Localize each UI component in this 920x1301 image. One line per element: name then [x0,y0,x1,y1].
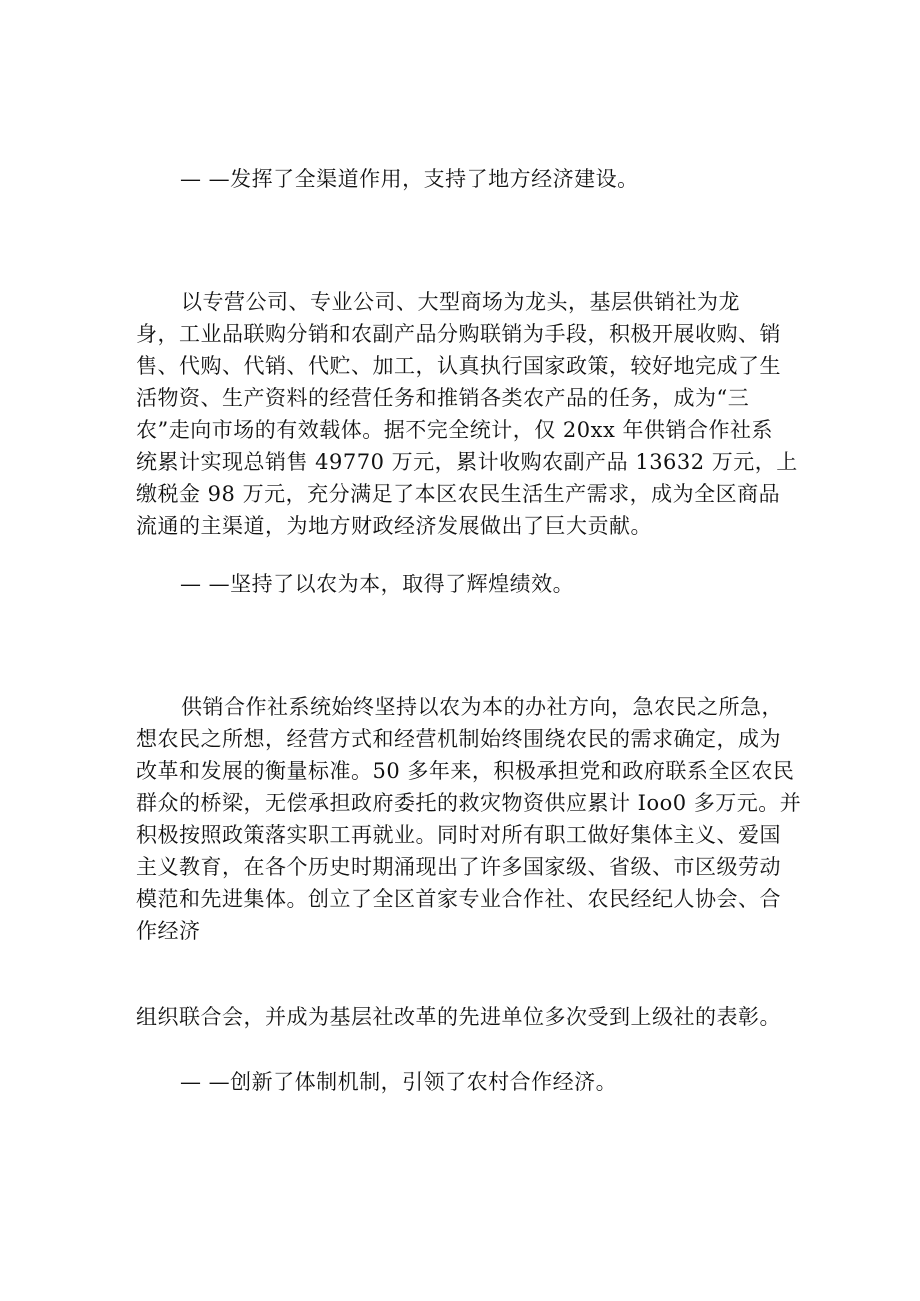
section-heading-innovation: — —创新了体制机制，引领了农村合作经济。 [180,1070,618,1094]
paragraph-channels-line: 售、代购、代销、代贮、加工，认真执行国家政策，较好地完成了生 [136,354,781,378]
paragraph-continuation: 组织联合会，并成为基层社改革的先进单位多次受到上级社的表彰。 [136,1005,781,1029]
paragraph-farmers-line: 作经济 [136,919,201,943]
paragraph-channels-line: 缴税金 98 万元，充分满足了本区农民生活生产需求，成为全区商品 [136,482,781,506]
paragraph-farmers-line: 想农民之所想，经营方式和经营机制始终围绕农民的需求确定，成为 [136,727,781,751]
paragraph-farmers-line: 积极按照政策落实职工再就业。同时对所有职工做好集体主义、爱国 [136,823,781,847]
paragraph-channels-line: 身，工业品联购分销和农副产品分购联销为手段，积极开展收购、销 [136,322,781,346]
paragraph-farmers-line: 群众的桥梁，无偿承担政府委托的救灾物资供应累计 Ioo0 多万元。并 [136,791,802,815]
paragraph-farmers-line: 供销合作社系统始终坚持以农为本的办社方向，急农民之所急， [181,695,783,719]
paragraph-channels-line: 农”走向市场的有效载体。据不完全统计，仅 20xx 年供销合作社系 [136,418,773,442]
paragraph-channels-line: 以专营公司、专业公司、大型商场为龙头，基层供销社为龙 [181,290,740,314]
paragraph-farmers-line: 改革和发展的衡量标准。50 多年来，积极承担党和政府联系全区农民 [136,759,795,783]
paragraph-channels-line: 统累计实现总销售 49770 万元，累计收购农副产品 13632 万元，上 [136,450,798,474]
paragraph-farmers-line: 主义教育，在各个历史时期涌现出了许多国家级、省级、市区级劳动 [136,855,781,879]
paragraph-farmers-line: 模范和先进集体。创立了全区首家专业合作社、农民经纪人协会、合 [136,887,781,911]
section-heading-farmers: — —坚持了以农为本，取得了辉煌绩效。 [180,572,575,596]
section-heading-channels: — —发挥了全渠道作用，支持了地方经济建设。 [180,167,639,191]
paragraph-channels-line: 活物资、生产资料的经营任务和推销各类农产品的任务，成为“三 [136,386,750,410]
paragraph-channels-line: 流通的主渠道，为地方财政经济发展做出了巨大贡献。 [136,514,652,538]
